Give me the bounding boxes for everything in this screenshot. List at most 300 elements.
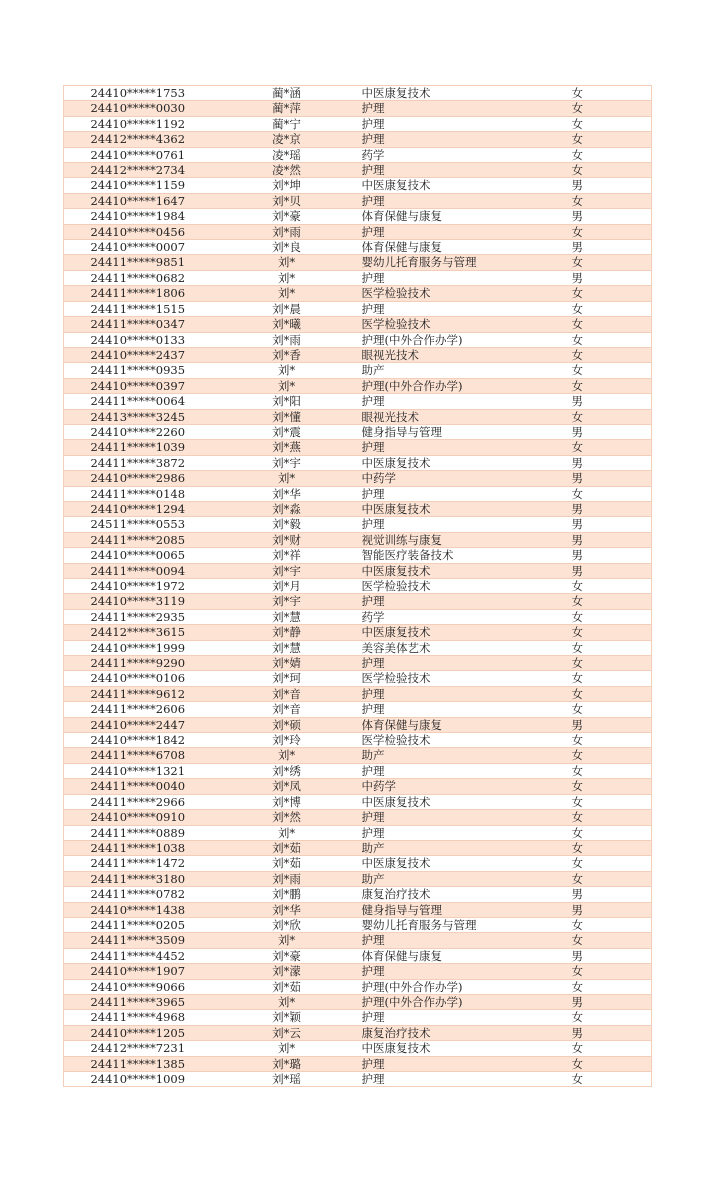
- student-name-cell: 刘*颖: [212, 1010, 362, 1025]
- table-row: [64, 409, 652, 424]
- gender-cell: 女: [572, 332, 652, 347]
- gender-cell: 男: [572, 455, 652, 470]
- student-name-cell: 刘*豪: [212, 209, 362, 224]
- student-name-cell: 刘*慧: [212, 640, 362, 655]
- student-name-cell: 刘*宇: [212, 594, 362, 609]
- table-row: [64, 517, 652, 532]
- table-row: [64, 1056, 652, 1071]
- table-row: [64, 887, 652, 902]
- student-id-cell: 24410*****1907: [64, 964, 212, 979]
- student-id-cell: 24410*****0007: [64, 240, 212, 255]
- major-cell: 中药学: [362, 471, 572, 486]
- major-cell: 护理: [362, 224, 572, 239]
- major-cell: 婴幼儿托育服务与管理: [362, 917, 572, 932]
- student-id-cell: 24411*****0682: [64, 270, 212, 285]
- major-cell: 护理: [362, 193, 572, 208]
- student-name-cell: 刘*音: [212, 702, 362, 717]
- student-id-cell: 24411*****1806: [64, 286, 212, 301]
- table-row: [64, 440, 652, 455]
- major-cell: 助产: [362, 748, 572, 763]
- student-name-cell: 刘*绣: [212, 763, 362, 778]
- student-name-cell: 刘*珂: [212, 671, 362, 686]
- student-id-cell: 24412*****4362: [64, 132, 212, 147]
- student-name-cell: 刘*茹: [212, 979, 362, 994]
- student-name-cell: 刘*宇: [212, 563, 362, 578]
- gender-cell: 女: [572, 656, 652, 671]
- gender-cell: 女: [572, 964, 652, 979]
- table-row: [64, 686, 652, 701]
- student-id-cell: 24411*****1385: [64, 1056, 212, 1071]
- student-id-cell: 24411*****9612: [64, 686, 212, 701]
- table-row: [64, 301, 652, 316]
- student-id-cell: 24411*****0064: [64, 394, 212, 409]
- student-name-cell: 刘*茹: [212, 840, 362, 855]
- table-row: [64, 933, 652, 948]
- student-id-cell: 24411*****2935: [64, 609, 212, 624]
- student-name-cell: 刘*月: [212, 579, 362, 594]
- table-row: [64, 810, 652, 825]
- gender-cell: 男: [572, 717, 652, 732]
- student-name-cell: 刘*雨: [212, 224, 362, 239]
- gender-cell: 女: [572, 871, 652, 886]
- gender-cell: 男: [572, 948, 652, 963]
- student-name-cell: 刘*懂: [212, 409, 362, 424]
- student-id-cell: 24411*****3509: [64, 933, 212, 948]
- table-row: [64, 594, 652, 609]
- gender-cell: 女: [572, 794, 652, 809]
- student-name-cell: 刘*毅: [212, 517, 362, 532]
- gender-cell: 女: [572, 763, 652, 778]
- major-cell: 医学检验技术: [362, 317, 572, 332]
- major-cell: 中医康复技术: [362, 455, 572, 470]
- student-name-cell: 刘*: [212, 748, 362, 763]
- student-id-cell: 24413*****3245: [64, 409, 212, 424]
- student-name-cell: 刘*鹏: [212, 887, 362, 902]
- gender-cell: 女: [572, 286, 652, 301]
- major-cell: 护理(中外合作办学): [362, 979, 572, 994]
- table-row: [64, 763, 652, 778]
- gender-cell: 男: [572, 887, 652, 902]
- table-row: [64, 748, 652, 763]
- major-cell: 护理: [362, 933, 572, 948]
- major-cell: 护理: [362, 517, 572, 532]
- major-cell: 视觉训练与康复: [362, 532, 572, 547]
- gender-cell: 女: [572, 640, 652, 655]
- student-name-cell: 刘*: [212, 471, 362, 486]
- major-cell: 美容美体艺术: [362, 640, 572, 655]
- gender-cell: 女: [572, 702, 652, 717]
- gender-cell: 女: [572, 378, 652, 393]
- major-cell: 药学: [362, 609, 572, 624]
- table-row: [64, 625, 652, 640]
- major-cell: 中医康复技术: [362, 178, 572, 193]
- major-cell: 助产: [362, 871, 572, 886]
- gender-cell: 女: [572, 301, 652, 316]
- major-cell: 中医康复技术: [362, 563, 572, 578]
- student-name-cell: 刘*: [212, 255, 362, 270]
- major-cell: 中医康复技术: [362, 625, 572, 640]
- student-id-cell: 24411*****4452: [64, 948, 212, 963]
- major-cell: 护理: [362, 1072, 572, 1087]
- student-name-cell: 刘*: [212, 825, 362, 840]
- student-name-cell: 刘*茹: [212, 856, 362, 871]
- gender-cell: 女: [572, 856, 652, 871]
- major-cell: 中医康复技术: [362, 501, 572, 516]
- major-cell: 医学检验技术: [362, 579, 572, 594]
- student-id-cell: 24411*****1515: [64, 301, 212, 316]
- table-row: [64, 902, 652, 917]
- student-id-cell: 24410*****0133: [64, 332, 212, 347]
- gender-cell: 男: [572, 548, 652, 563]
- gender-cell: 女: [572, 132, 652, 147]
- major-cell: 护理: [362, 1056, 572, 1071]
- student-id-cell: 24411*****2966: [64, 794, 212, 809]
- gender-cell: 女: [572, 779, 652, 794]
- gender-cell: 女: [572, 733, 652, 748]
- table-row: [64, 255, 652, 270]
- student-name-cell: 刘*贝: [212, 193, 362, 208]
- student-name-cell: 刘*震: [212, 424, 362, 439]
- student-id-cell: 24411*****3180: [64, 871, 212, 886]
- table-row: [64, 871, 652, 886]
- major-cell: 护理: [362, 440, 572, 455]
- major-cell: 护理: [362, 656, 572, 671]
- major-cell: 健身指导与管理: [362, 424, 572, 439]
- table-row: [64, 856, 652, 871]
- gender-cell: 男: [572, 270, 652, 285]
- student-id-cell: 24410*****0106: [64, 671, 212, 686]
- student-name-cell: 刘*濛: [212, 964, 362, 979]
- table-row: [64, 917, 652, 932]
- table-row: [64, 994, 652, 1009]
- student-name-cell: 刘*婧: [212, 656, 362, 671]
- gender-cell: 女: [572, 347, 652, 362]
- gender-cell: 女: [572, 440, 652, 455]
- student-id-cell: 24411*****1038: [64, 840, 212, 855]
- gender-cell: 女: [572, 625, 652, 640]
- student-id-cell: 24411*****1472: [64, 856, 212, 871]
- gender-cell: 男: [572, 209, 652, 224]
- table-row: [64, 979, 652, 994]
- major-cell: 护理: [362, 163, 572, 178]
- gender-cell: 男: [572, 1025, 652, 1040]
- gender-cell: 女: [572, 317, 652, 332]
- major-cell: 体育保健与康复: [362, 209, 572, 224]
- table-row: [64, 286, 652, 301]
- student-name-cell: 凌*瑶: [212, 147, 362, 162]
- student-name-cell: 刘*慧: [212, 609, 362, 624]
- student-name-cell: 刘*硕: [212, 717, 362, 732]
- student-id-cell: 24410*****1159: [64, 178, 212, 193]
- student-name-cell: 刘*: [212, 270, 362, 285]
- major-cell: 护理: [362, 394, 572, 409]
- gender-cell: 女: [572, 579, 652, 594]
- gender-cell: 女: [572, 86, 652, 101]
- table-row: [64, 455, 652, 470]
- major-cell: 护理: [362, 964, 572, 979]
- table-row: [64, 193, 652, 208]
- major-cell: 护理: [362, 810, 572, 825]
- student-id-cell: 24410*****1984: [64, 209, 212, 224]
- student-name-cell: 刘*燕: [212, 440, 362, 455]
- student-id-cell: 24410*****1647: [64, 193, 212, 208]
- gender-cell: 女: [572, 363, 652, 378]
- gender-cell: 男: [572, 240, 652, 255]
- gender-cell: 女: [572, 979, 652, 994]
- gender-cell: 女: [572, 486, 652, 501]
- major-cell: 护理: [362, 270, 572, 285]
- student-id-cell: 24410*****1192: [64, 116, 212, 131]
- table-row: [64, 532, 652, 547]
- student-id-cell: 24410*****0761: [64, 147, 212, 162]
- major-cell: 中医康复技术: [362, 1041, 572, 1056]
- major-cell: 医学检验技术: [362, 733, 572, 748]
- student-name-cell: 刘*香: [212, 347, 362, 362]
- student-name-cell: 刘*音: [212, 686, 362, 701]
- student-name-cell: 刘*瑶: [212, 1072, 362, 1087]
- student-id-cell: 24411*****1039: [64, 440, 212, 455]
- major-cell: 体育保健与康复: [362, 240, 572, 255]
- student-name-cell: 刘*静: [212, 625, 362, 640]
- student-name-cell: 刘*豪: [212, 948, 362, 963]
- gender-cell: 女: [572, 825, 652, 840]
- student-name-cell: 刘*坤: [212, 178, 362, 193]
- student-id-cell: 24410*****2986: [64, 471, 212, 486]
- gender-cell: 女: [572, 748, 652, 763]
- student-id-cell: 24410*****2437: [64, 347, 212, 362]
- student-name-cell: 刘*: [212, 363, 362, 378]
- student-id-cell: 24411*****0205: [64, 917, 212, 932]
- student-id-cell: 24411*****9290: [64, 656, 212, 671]
- table-row: [64, 656, 652, 671]
- student-id-cell: 24410*****9066: [64, 979, 212, 994]
- gender-cell: 女: [572, 933, 652, 948]
- table-row: [64, 671, 652, 686]
- gender-cell: 女: [572, 917, 652, 932]
- major-cell: 健身指导与管理: [362, 902, 572, 917]
- table-row: [64, 471, 652, 486]
- student-name-cell: 刘*雨: [212, 871, 362, 886]
- table-row: [64, 378, 652, 393]
- major-cell: 中医康复技术: [362, 86, 572, 101]
- gender-cell: 女: [572, 671, 652, 686]
- major-cell: 护理: [362, 116, 572, 131]
- student-name-cell: 刘*祥: [212, 548, 362, 563]
- table-row: [64, 178, 652, 193]
- table-row: [64, 132, 652, 147]
- student-name-cell: 刘*欣: [212, 917, 362, 932]
- table-row: [64, 240, 652, 255]
- student-id-cell: 24411*****0782: [64, 887, 212, 902]
- student-id-cell: 24412*****3615: [64, 625, 212, 640]
- major-cell: 护理(中外合作办学): [362, 332, 572, 347]
- table-row: [64, 163, 652, 178]
- student-name-cell: 凌*然: [212, 163, 362, 178]
- student-name-cell: 刘*财: [212, 532, 362, 547]
- table-row: [64, 1010, 652, 1025]
- student-id-cell: 24410*****0397: [64, 378, 212, 393]
- table-row: [64, 1041, 652, 1056]
- student-name-cell: 刘*晨: [212, 301, 362, 316]
- table-row: [64, 101, 652, 116]
- major-cell: 护理: [362, 825, 572, 840]
- gender-cell: 女: [572, 1010, 652, 1025]
- gender-cell: 女: [572, 101, 652, 116]
- table-row: [64, 779, 652, 794]
- student-id-cell: 24411*****0094: [64, 563, 212, 578]
- major-cell: 护理: [362, 101, 572, 116]
- table-row: [64, 964, 652, 979]
- gender-cell: 男: [572, 501, 652, 516]
- major-cell: 药学: [362, 147, 572, 162]
- major-cell: 助产: [362, 363, 572, 378]
- table-row: [64, 224, 652, 239]
- student-name-cell: 刘*然: [212, 810, 362, 825]
- student-id-cell: 24410*****1842: [64, 733, 212, 748]
- student-id-cell: 24410*****1294: [64, 501, 212, 516]
- table-row: [64, 579, 652, 594]
- student-name-cell: 刘*璐: [212, 1056, 362, 1071]
- student-id-cell: 24411*****4968: [64, 1010, 212, 1025]
- major-cell: 医学检验技术: [362, 286, 572, 301]
- gender-cell: 女: [572, 1041, 652, 1056]
- student-id-cell: 24411*****2085: [64, 532, 212, 547]
- gender-cell: 女: [572, 409, 652, 424]
- major-cell: 智能医疗装备技术: [362, 548, 572, 563]
- gender-cell: 男: [572, 178, 652, 193]
- gender-cell: 女: [572, 1056, 652, 1071]
- table-row: [64, 86, 652, 101]
- gender-cell: 男: [572, 424, 652, 439]
- table-row: [64, 733, 652, 748]
- student-name-cell: 刘*: [212, 933, 362, 948]
- student-name-cell: 刘*: [212, 994, 362, 1009]
- student-name-cell: 蔺*宁: [212, 116, 362, 131]
- gender-cell: 女: [572, 686, 652, 701]
- major-cell: 医学检验技术: [362, 671, 572, 686]
- major-cell: 护理(中外合作办学): [362, 378, 572, 393]
- major-cell: 助产: [362, 840, 572, 855]
- gender-cell: 男: [572, 471, 652, 486]
- table-row: [64, 948, 652, 963]
- table-row: [64, 609, 652, 624]
- student-name-cell: 刘*良: [212, 240, 362, 255]
- student-id-cell: 24511*****0553: [64, 517, 212, 532]
- student-name-cell: 刘*凤: [212, 779, 362, 794]
- major-cell: 护理: [362, 132, 572, 147]
- student-name-cell: 刘*曦: [212, 317, 362, 332]
- student-name-cell: 蔺*萍: [212, 101, 362, 116]
- table-row: [64, 501, 652, 516]
- gender-cell: 女: [572, 147, 652, 162]
- student-name-cell: 刘*淼: [212, 501, 362, 516]
- gender-cell: 女: [572, 594, 652, 609]
- major-cell: 护理: [362, 301, 572, 316]
- table-row: [64, 486, 652, 501]
- student-id-cell: 24410*****0065: [64, 548, 212, 563]
- major-cell: 护理: [362, 1010, 572, 1025]
- major-cell: 中医康复技术: [362, 794, 572, 809]
- student-id-cell: 24410*****1205: [64, 1025, 212, 1040]
- table-row: [64, 270, 652, 285]
- table-row: [64, 640, 652, 655]
- student-id-cell: 24410*****0456: [64, 224, 212, 239]
- student-name-cell: 刘*玲: [212, 733, 362, 748]
- student-id-cell: 24411*****3872: [64, 455, 212, 470]
- table-row: [64, 1025, 652, 1040]
- gender-cell: 男: [572, 994, 652, 1009]
- student-id-cell: 24411*****2606: [64, 702, 212, 717]
- table-row: [64, 147, 652, 162]
- table-row: [64, 702, 652, 717]
- student-name-cell: 刘*华: [212, 486, 362, 501]
- student-id-cell: 24412*****2734: [64, 163, 212, 178]
- gender-cell: 女: [572, 1072, 652, 1087]
- student-id-cell: 24410*****3119: [64, 594, 212, 609]
- table-row: [64, 363, 652, 378]
- major-cell: 护理(中外合作办学): [362, 994, 572, 1009]
- table-row: [64, 116, 652, 131]
- table-row: [64, 317, 652, 332]
- gender-cell: 女: [572, 116, 652, 131]
- student-id-cell: 24410*****2447: [64, 717, 212, 732]
- table-row: [64, 825, 652, 840]
- major-cell: 护理: [362, 686, 572, 701]
- student-id-cell: 24410*****2260: [64, 424, 212, 439]
- table-row: [64, 563, 652, 578]
- major-cell: 中药学: [362, 779, 572, 794]
- major-cell: 婴幼儿托育服务与管理: [362, 255, 572, 270]
- student-name-cell: 刘*: [212, 378, 362, 393]
- student-id-cell: 24411*****0347: [64, 317, 212, 332]
- table-row: [64, 347, 652, 362]
- gender-cell: 男: [572, 532, 652, 547]
- student-name-cell: 刘*雨: [212, 332, 362, 347]
- major-cell: 体育保健与康复: [362, 717, 572, 732]
- table-row: [64, 794, 652, 809]
- student-id-cell: 24411*****6708: [64, 748, 212, 763]
- table-row: [64, 394, 652, 409]
- major-cell: 护理: [362, 486, 572, 501]
- major-cell: 康复治疗技术: [362, 887, 572, 902]
- table-row: [64, 548, 652, 563]
- student-id-cell: 24410*****1972: [64, 579, 212, 594]
- student-id-cell: 24411*****0935: [64, 363, 212, 378]
- student-name-cell: 蔺*涵: [212, 86, 362, 101]
- table-row: [64, 332, 652, 347]
- gender-cell: 女: [572, 255, 652, 270]
- roster-body: [64, 86, 652, 1087]
- student-id-cell: 24411*****0040: [64, 779, 212, 794]
- major-cell: 护理: [362, 594, 572, 609]
- major-cell: 眼视光技术: [362, 347, 572, 362]
- student-name-cell: 刘*云: [212, 1025, 362, 1040]
- student-roster-table: [63, 85, 652, 1087]
- student-id-cell: 24411*****3965: [64, 994, 212, 1009]
- student-id-cell: 24412*****7231: [64, 1041, 212, 1056]
- gender-cell: 女: [572, 609, 652, 624]
- student-name-cell: 刘*: [212, 286, 362, 301]
- major-cell: 护理: [362, 702, 572, 717]
- table-row: [64, 1072, 652, 1087]
- student-id-cell: 24411*****0889: [64, 825, 212, 840]
- student-id-cell: 24410*****1753: [64, 86, 212, 101]
- student-id-cell: 24410*****1999: [64, 640, 212, 655]
- gender-cell: 男: [572, 517, 652, 532]
- student-id-cell: 24410*****1321: [64, 763, 212, 778]
- table-row: [64, 717, 652, 732]
- major-cell: 眼视光技术: [362, 409, 572, 424]
